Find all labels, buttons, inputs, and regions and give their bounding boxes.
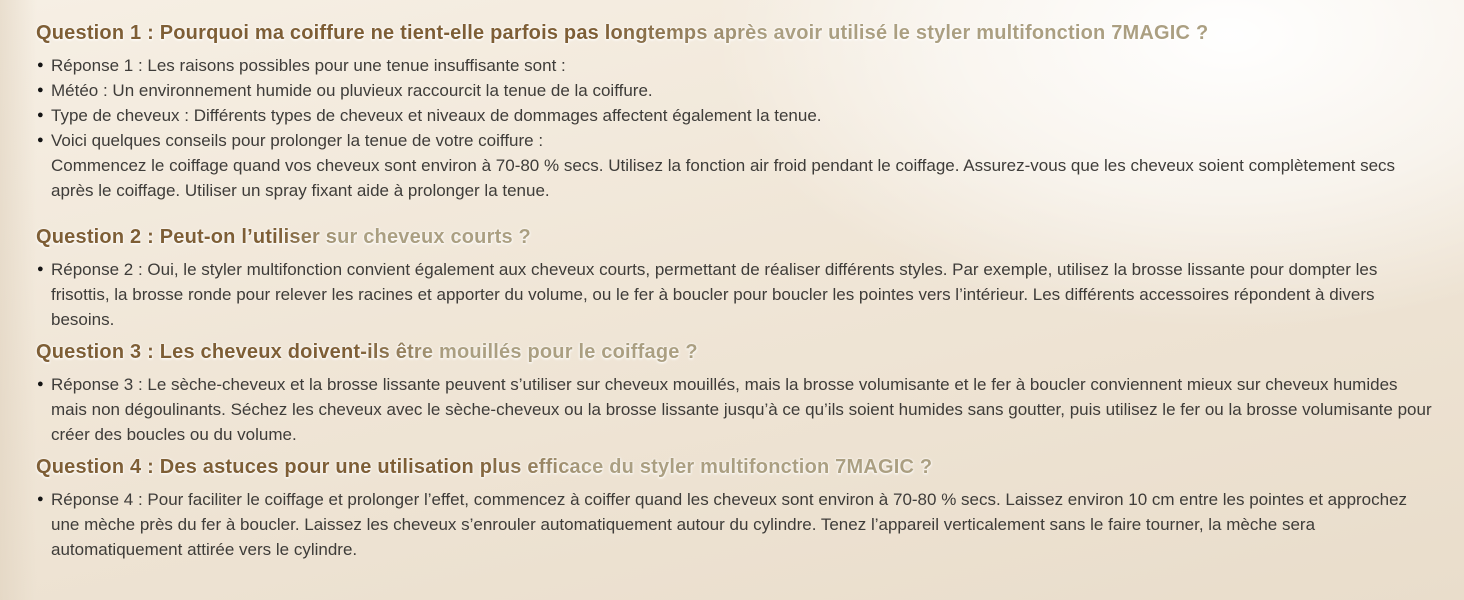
faq-section-3 (36, 340, 1434, 447)
faq-section-2 (36, 225, 1434, 332)
question-text: Question 4 : Des astuces pour une utilisation plus efficace du styler multifonction 7MAGIC ? (36, 456, 933, 478)
answer-text: Réponse 3 : Le sèche-cheveux et la brosse lissante peuvent s’utiliser sur cheveux mouillés, mais la brosse volumisante et le fer à boucler conviennent mieux sur cheveux humides mais non dégoulinants. Séchez les cheveux avec le sèche-cheveux ou la brosse lissante jusqu’à ce qu’ils soient humides sans goutter, puis utilisez le fer ou la brosse volumisante pour créer des boucles ou du volume. (51, 375, 1432, 444)
bullet-icon: ● (37, 134, 44, 146)
question-text: Question 3 : Les cheveux doivent-ils être mouillés pour le coiffage ? (36, 341, 698, 363)
faq-section-1 (36, 21, 1434, 203)
answer-text: Commencez le coiffage quand vos cheveux sont environ à 70-80 % secs. Utilisez la fonction air froid pendant le coiffage. Assurez-vous que les cheveux soient complètement secs après le coiffage. Utiliser un spray fixant aide à prolonger la tenue. (51, 156, 1396, 200)
bullet-icon: ● (37, 109, 44, 121)
answer-text: Réponse 1 : Les raisons possibles pour une tenue insuffisante sont : (51, 56, 566, 75)
bullet-icon: ● (37, 493, 44, 505)
answer-text: Météo : Un environnement humide ou pluvieux raccourcit la tenue de la coiffure. (51, 81, 653, 100)
question-text: Question 2 : Peut-on l’utiliser sur cheveux courts ? (36, 226, 531, 248)
list-item (36, 78, 1434, 103)
list-item-continuation (36, 153, 1434, 203)
question-heading (36, 455, 1434, 479)
faq-section-4 (36, 455, 1434, 562)
list-item (36, 487, 1434, 562)
question-heading (36, 340, 1434, 364)
question-heading (36, 21, 1434, 45)
bullet-icon: ● (37, 378, 44, 390)
list-item (36, 103, 1434, 128)
list-item (36, 128, 1434, 153)
answer-text: Type de cheveux : Différents types de cheveux et niveaux de dommages affectent également la tenue. (51, 106, 822, 125)
bullet-icon: ● (37, 59, 44, 71)
bullet-icon: ● (37, 84, 44, 96)
list-item (36, 53, 1434, 78)
question-text: Question 1 : Pourquoi ma coiffure ne tient-elle parfois pas longtemps après avoir utilisé le styler multifonction 7MAGIC ? (36, 22, 1209, 44)
list-item (36, 257, 1434, 332)
bullet-icon: ● (37, 263, 44, 275)
answer-text: Voici quelques conseils pour prolonger la tenue de votre coiffure : (51, 131, 544, 150)
answer-text: Réponse 4 : Pour faciliter le coiffage et prolonger l’effet, commencez à coiffer quand les cheveux sont environ à 70-80 % secs. Laissez environ 10 cm entre les pointes et approchez une mèche près du fer à boucler. Laissez les cheveux s’enrouler automatiquement autour du cylindre. Tenez l’appareil verticalement sans le faire tourner, la mèche sera automatiquement attirée vers le cylindre. (51, 490, 1408, 559)
question-heading (36, 225, 1434, 249)
list-item (36, 372, 1434, 447)
answer-text: Réponse 2 : Oui, le styler multifonction convient également aux cheveux courts, permettant de réaliser différents styles. Par exemple, utilisez la brosse lissante pour dompter les frisottis, la brosse ronde pour relever les racines et apporter du volume, ou le fer à boucler pour boucler les pointes vers l’intérieur. Les différents accessoires répondent à divers besoins. (51, 260, 1378, 329)
